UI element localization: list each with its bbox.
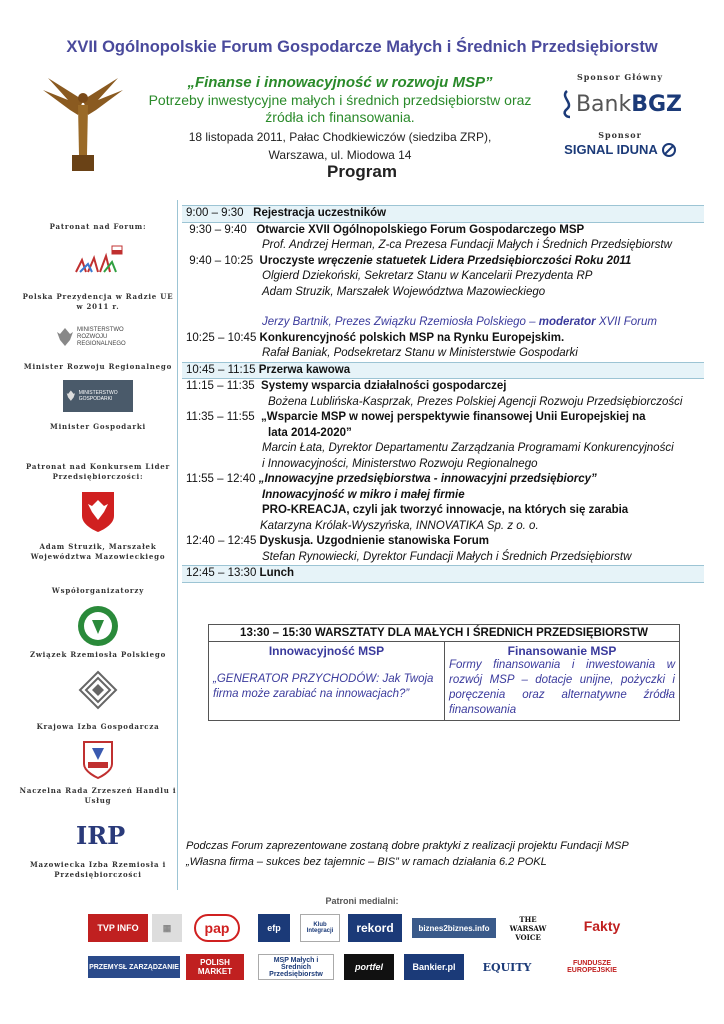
schedule-row: [182, 205, 704, 223]
media-logo: TVP INFO: [88, 914, 148, 942]
workshop-heading: 13:30 – 15:30 WARSZTATY DLA MAŁYCH I ŚREDNICH PRZEDSIĘBIORSTW: [209, 625, 679, 642]
zrp-logo-icon: [76, 604, 120, 648]
schedule: [182, 205, 704, 583]
item-title: Konkurencyjność polskich MSP na Rynku Europejskim.: [259, 331, 565, 344]
time: 11:55 – 12:40: [186, 473, 256, 485]
schedule-row: [182, 254, 704, 270]
moderator-label: moderator: [538, 316, 596, 328]
schedule-row: [182, 534, 704, 550]
speaker: i Innowacyjności, Ministerstwo Rozwoju Regionalnego: [262, 457, 538, 470]
nrzhu-caption: Naczelna Rada Zrzeszeń Handlu i Usług: [19, 786, 177, 805]
workshop-right-text: Formy finansowania i inwestowania w rozwój MSP – dotacje unijne, pożyczki i poręczenia oraz alternatywne źródła finansowania: [449, 659, 675, 716]
time: 12:40 – 12:45: [186, 535, 257, 547]
moderator-line: [182, 315, 704, 331]
media-logo: Bankier.pl: [404, 954, 464, 980]
minister-g-caption: Minister Gospodarki: [50, 422, 146, 431]
irp-logo: IRP: [76, 821, 126, 850]
item-title-italic: wręczenie statuetek Lidera Przedsiębiorczości Roku 2011: [317, 254, 632, 267]
main-sponsor-label: Sponsor Główny: [577, 72, 663, 82]
time: 9:30 – 9:40: [189, 223, 247, 236]
item-title: Dyskusja. Uzgodnienie stanowiska Forum: [259, 535, 489, 547]
ministry-rr-logo-text: MINISTERSTWO ROZWOJU REGIONALNEGO: [77, 326, 126, 347]
schedule-row: [182, 565, 704, 583]
mazowsze-coat-of-arms-icon: [80, 490, 116, 534]
event-address: Warszawa, ul. Miodowa 14: [268, 148, 412, 162]
media-logo: efp: [258, 914, 290, 942]
minister-rr-caption: Minister Rozwoju Regionalnego: [23, 362, 173, 371]
time: 9:40 – 10:25: [189, 254, 254, 267]
speaker: Stefan Rynowiecki, Dyrektor Fundacji Małych i Średnich Przedsiębiorstw: [262, 550, 632, 563]
marszalek-caption: Adam Struzik, Marszałek Województwa Mazowieckiego: [30, 542, 166, 561]
media-logo: EQUITY: [482, 960, 532, 974]
media-logo: FUNDUSZE EUROPEJSKIE: [567, 960, 617, 974]
mizrp-caption: Mazowiecka Izba Rzemiosła i Przedsiębiorczości: [29, 860, 167, 879]
media-logo: pap: [194, 914, 240, 942]
nrzhu-logo-icon: [82, 740, 114, 780]
item-title-italic: „Innowacyjne przedsiębiorstwa - innowacyjni przedsiębiorcy”: [258, 473, 597, 485]
media-logo: Fakty: [583, 918, 621, 934]
item-title: PRO-KREACJA, czyli jak tworzyć innowacje, na których się zarabia: [262, 504, 629, 516]
time: 11:35 – 11:55: [186, 411, 255, 423]
project-note: [186, 838, 706, 870]
kig-logo-icon: [78, 670, 118, 710]
item-title-italic: Innowacyjność w mikro i małej firmie: [262, 488, 465, 501]
speaker: Prof. Andrzej Herman, Z-ca Prezesa Fundacji Małych i Średnich Przedsiębiorstw: [262, 239, 672, 251]
sponsors: [555, 72, 685, 157]
kig-caption: Krajowa Izba Gospodarcza: [36, 722, 160, 731]
signal-iduna-name: SIGNAL IDUNA: [564, 142, 658, 157]
time: 10:45 – 11:15: [186, 363, 256, 376]
bank-bgz-icon: [558, 89, 576, 119]
eagle-icon: [66, 387, 76, 405]
eagle-icon: [56, 326, 74, 348]
media-logo: POLISH MARKET: [186, 954, 244, 980]
pl-presidency-caption: Polska Prezydencja w Radzie UE w 2011 r.: [22, 292, 174, 311]
workshop-left: [209, 642, 444, 720]
item-title: Systemy wsparcia działalności gospodarczej: [261, 380, 507, 392]
media-logo: portfel: [344, 954, 394, 980]
media-patrons-label: Patroni medialni:: [325, 896, 399, 906]
item-subtitle: [182, 488, 704, 504]
ministry-g-logo-text: MINISTERSTWO GOSPODARKI: [78, 390, 118, 402]
patronat-forum-heading: Patronat nad Forum:: [49, 222, 147, 231]
schedule-row: [182, 223, 704, 239]
time: 11:15 – 11:35: [186, 380, 255, 392]
sponsor-label: Sponsor: [598, 130, 642, 140]
media-logo: MSP Małych i Średnich Przedsiębiorstw: [258, 954, 334, 980]
bank-name-a: Bank: [575, 91, 632, 117]
signal-iduna-icon: [662, 143, 676, 157]
workshop-left-title: Innowacyjność MSP: [268, 644, 385, 658]
item-title-cont: [182, 426, 704, 442]
media-logo: THE WARSAW VOICE: [509, 914, 547, 942]
workshop-box: [208, 624, 680, 721]
sidebar-patrons: [18, 200, 178, 890]
page-title: XVII Ogólnopolskie Forum Gospodarcze Małych i Średnich Przedsiębiorstw: [66, 38, 658, 56]
wspolorganizatorzy-heading: Współorganizatorzy: [51, 586, 145, 595]
moderator-forum: XVII Forum: [595, 316, 657, 328]
media-logo: rekord: [348, 914, 402, 942]
time: 12:45 – 13:30: [186, 567, 257, 579]
polish-presidency-logo: [68, 242, 128, 282]
workshop-left-text: „GENERATOR PRZYCHODÓW: Jak Twoja firma może zarabiać na innowacjach?”: [213, 673, 434, 700]
statuette-image: [38, 70, 128, 175]
patronat-konkurs-heading: Patronat nad Konkursem Lider Przedsiębiorczości:: [25, 462, 171, 481]
item-title: Rejestracja uczestników: [253, 207, 387, 219]
bank-name-b: BGZ: [631, 91, 683, 117]
program-title: Program: [327, 162, 397, 181]
time: 9:00 – 9:30: [186, 207, 244, 219]
item-subtitle: [182, 503, 704, 519]
item-title: „Wsparcie MSP w nowej perspektywie finansowej Unii Europejskiej na: [261, 411, 646, 423]
speaker: Adam Struzik, Marszałek Województwa Mazowieckiego: [262, 285, 546, 298]
speaker: Rafał Baniak, Podsekretarz Stanu w Ministerstwie Gospodarki: [262, 347, 578, 359]
forum-name: „Finanse i innowacyjność w rozwoju MSP”: [187, 74, 493, 91]
forum-subtitle: Potrzeby inwestycyjne małych i średnich przedsiębiorstw oraz źródła ich finansowania.: [148, 92, 532, 125]
moderator-name: Jerzy Bartnik, Prezes Związku Rzemiosła Polskiego –: [262, 316, 539, 328]
speaker: Bożena Lublińska-Kasprzak, Prezes Polskiej Agencji Rozwoju Przedsiębiorczości: [268, 395, 683, 408]
zrp-caption: Związek Rzemiosła Polskiego: [29, 650, 167, 659]
speaker: Marcin Łata, Dyrektor Departamentu Zarządzania Programami Konkurencyjności: [262, 442, 674, 454]
schedule-row: [182, 362, 704, 380]
workshop-right: [444, 642, 679, 720]
ministry-rr-logo: [56, 322, 140, 352]
note-line: Podczas Forum zaprezentowane zostaną dobre praktyki z realizacji projektu Fundacji MSP: [186, 840, 629, 852]
schedule-row: [182, 379, 704, 395]
bank-bgz-logo: [555, 86, 685, 122]
item-title: Uroczyste: [259, 254, 315, 267]
schedule-row: [182, 410, 704, 426]
schedule-row: [182, 472, 704, 488]
event-date: 18 listopada 2011, Pałac Chodkiewiczów (siedziba ZRP),: [188, 130, 492, 144]
item-title: lata 2014-2020”: [268, 426, 352, 439]
speaker: Olgierd Dziekoński, Sekretarz Stanu w Kancelarii Prezydenta RP: [262, 270, 593, 282]
time: 10:25 – 10:45: [186, 331, 257, 344]
schedule-row: [182, 331, 704, 347]
media-logo: ▦: [152, 914, 182, 942]
workshop-right-title: Finansowanie MSP: [507, 644, 617, 658]
item-title: Otwarcie XVII Ogólnopolskiego Forum Gospodarczego MSP: [256, 223, 585, 236]
item-title: Przerwa kawowa: [258, 363, 351, 376]
media-logo: Klub Integracji: [300, 914, 340, 942]
media-logo: biznes2biznes.info: [412, 918, 496, 938]
item-title: Lunch: [259, 567, 295, 579]
signal-iduna-logo: [555, 142, 685, 157]
speaker: Katarzyna Królak-Wyszyńska, INNOVATIKA Sp. z o. o.: [260, 519, 539, 532]
note-line: „Własna firma – sukces bez tajemnic – BIS” w ramach działania 6.2 POKL: [186, 856, 547, 868]
media-logo: PRZEMYSŁ ZARZĄDZANIE: [88, 956, 180, 978]
ministry-g-logo: [63, 380, 133, 412]
